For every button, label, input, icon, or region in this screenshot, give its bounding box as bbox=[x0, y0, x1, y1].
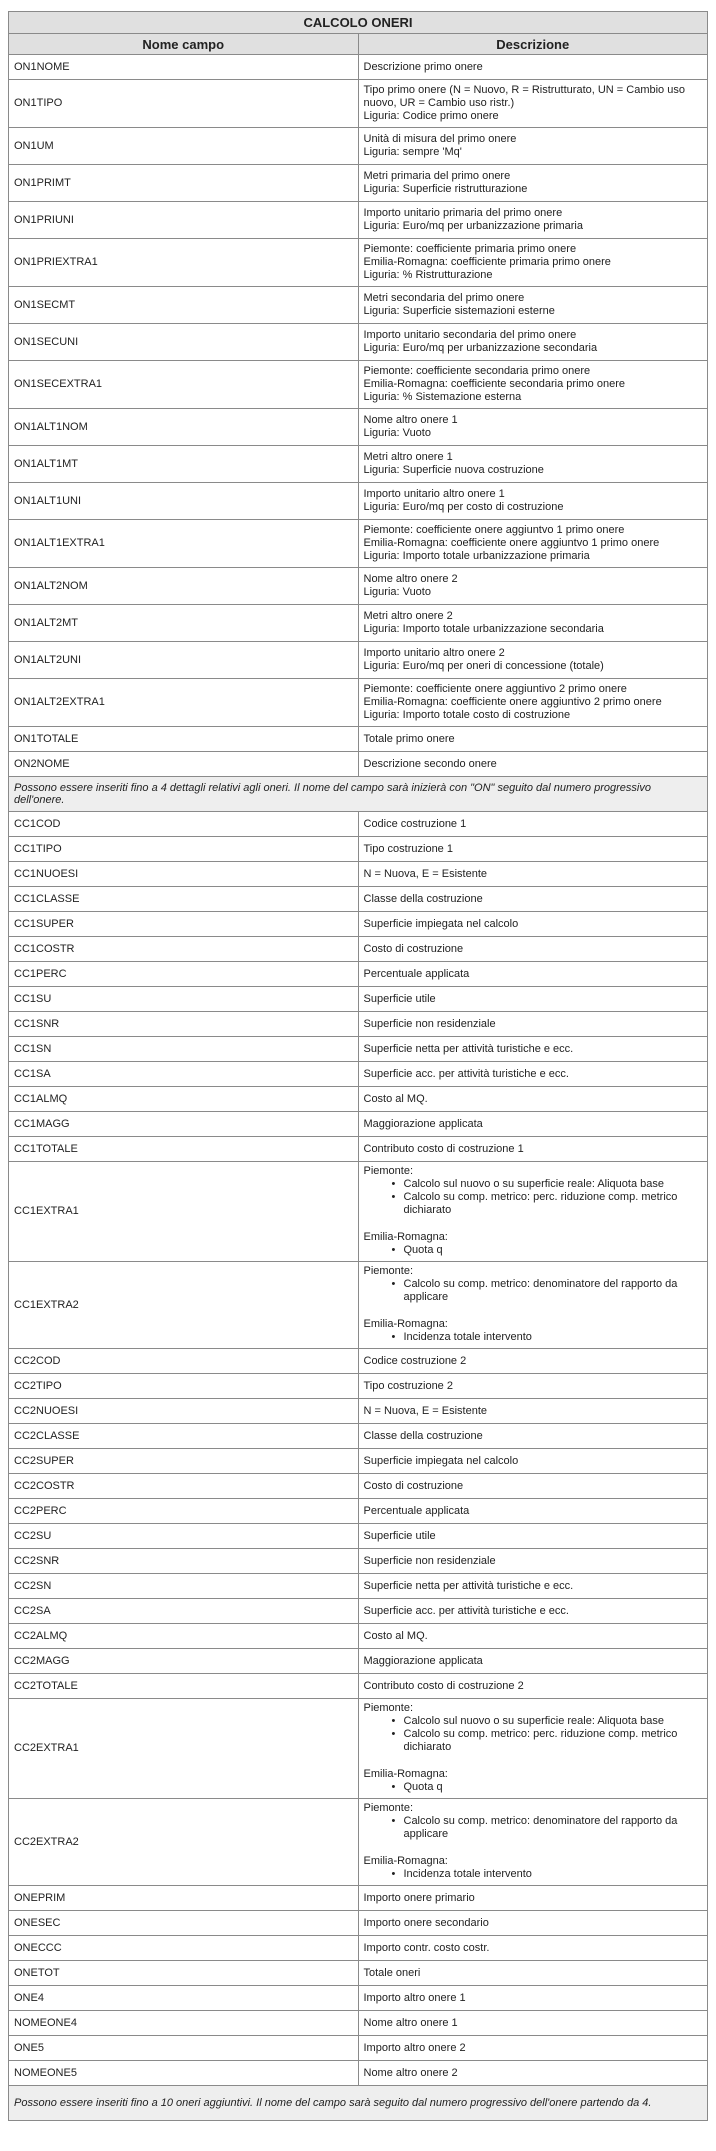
table-row bbox=[9, 80, 708, 128]
field-description bbox=[358, 409, 708, 446]
bullet-list bbox=[364, 1244, 703, 1257]
description-line: Superficie impiegata nel calcolo bbox=[363, 917, 519, 930]
field-name: ON1ALT1NOM bbox=[9, 409, 359, 446]
description-line: Metri primaria del primo onere bbox=[363, 170, 511, 182]
field-description bbox=[358, 1449, 708, 1474]
description-line: Descrizione secondo onere bbox=[363, 757, 497, 770]
region-label: Emilia-Romagna: bbox=[363, 1231, 448, 1243]
field-description bbox=[358, 1599, 708, 1624]
field-name: CC1SA bbox=[9, 1062, 359, 1087]
description-line: Importo onere primario bbox=[363, 1891, 475, 1904]
field-name: CC1CLASSE bbox=[9, 887, 359, 912]
table-row bbox=[9, 1399, 708, 1424]
field-description bbox=[358, 324, 708, 361]
table-row bbox=[9, 812, 708, 837]
field-description bbox=[358, 1499, 708, 1524]
table-row bbox=[9, 1674, 708, 1699]
field-description bbox=[358, 1137, 708, 1162]
field-name: ON1TIPO bbox=[9, 80, 359, 128]
bullet-list bbox=[364, 1331, 703, 1344]
field-name: CC1SUPER bbox=[9, 912, 359, 937]
description-line: Totale primo onere bbox=[363, 732, 455, 745]
field-description bbox=[358, 1374, 708, 1399]
description-line: Contributo costo di costruzione 1 bbox=[363, 1142, 524, 1155]
table-row bbox=[9, 1162, 708, 1262]
description-line: Liguria: % Ristrutturazione bbox=[363, 269, 493, 281]
description-line: Metri altro onere 1 bbox=[363, 451, 453, 463]
description-line: Codice costruzione 2 bbox=[363, 1354, 467, 1367]
description-line: Metri secondaria del primo onere bbox=[363, 292, 525, 304]
region-label: Emilia-Romagna: bbox=[363, 1318, 448, 1330]
bullet-item: • Incidenza totale intervento bbox=[404, 1331, 703, 1344]
table-body bbox=[9, 55, 708, 2121]
description-line: Superficie utile bbox=[363, 1529, 436, 1542]
page-content bbox=[8, 11, 708, 2121]
table-row bbox=[9, 1961, 708, 1986]
table-row bbox=[9, 752, 708, 777]
description-line: Descrizione primo onere bbox=[363, 60, 483, 73]
table-row bbox=[9, 862, 708, 887]
bullet-item: • Calcolo su comp. metrico: perc. riduzione comp. metrico dichiarato bbox=[404, 1728, 703, 1754]
table-row bbox=[9, 987, 708, 1012]
table-row bbox=[9, 1574, 708, 1599]
description-line: Liguria: Importo totale costo di costruzione bbox=[363, 709, 571, 721]
field-name: ON1TOTALE bbox=[9, 727, 359, 752]
field-name: ON1PRIEXTRA1 bbox=[9, 239, 359, 287]
field-description bbox=[358, 361, 708, 409]
field-name: CC2COSTR bbox=[9, 1474, 359, 1499]
field-description bbox=[358, 287, 708, 324]
field-description bbox=[358, 1424, 708, 1449]
field-name: ON1SECMT bbox=[9, 287, 359, 324]
description-line: Contributo costo di costruzione 2 bbox=[363, 1679, 524, 1692]
field-description bbox=[358, 1524, 708, 1549]
description-line: Percentuale applicata bbox=[363, 1504, 470, 1517]
description-line: Costo di costruzione bbox=[363, 942, 464, 955]
description-line: Nome altro onere 1 bbox=[363, 414, 458, 426]
description-line: Classe della costruzione bbox=[363, 892, 483, 905]
description-line: Liguria: Codice primo onere bbox=[363, 110, 499, 122]
table-row bbox=[9, 1262, 708, 1349]
table-row bbox=[9, 361, 708, 409]
region-label: Piemonte: bbox=[363, 1702, 414, 1714]
field-description bbox=[358, 837, 708, 862]
table-row bbox=[9, 1911, 708, 1936]
field-name: CC1SNR bbox=[9, 1012, 359, 1037]
field-description bbox=[358, 1112, 708, 1137]
field-name: CC1SN bbox=[9, 1037, 359, 1062]
table-row bbox=[9, 837, 708, 862]
table-row bbox=[9, 1012, 708, 1037]
table-row bbox=[9, 2036, 708, 2061]
field-description bbox=[358, 1549, 708, 1574]
field-name: ON1SECEXTRA1 bbox=[9, 361, 359, 409]
field-name: ONESEC bbox=[9, 1911, 359, 1936]
description-line: Piemonte: coefficiente onere aggiuntvo 1 primo onere bbox=[363, 524, 625, 536]
description-line: Superficie netta per attività turistiche e ecc. bbox=[363, 1579, 574, 1592]
bullet-list bbox=[364, 1815, 703, 1841]
description-line: Piemonte: coefficiente secondaria primo onere bbox=[363, 365, 591, 377]
field-description bbox=[358, 1012, 708, 1037]
table-row bbox=[9, 1349, 708, 1374]
field-description bbox=[358, 862, 708, 887]
field-name: CC2SN bbox=[9, 1574, 359, 1599]
column-header-description: Descrizione bbox=[358, 34, 708, 55]
note-text: Possono essere inseriti fino a 4 dettagli relativi agli oneri. Il nome del campo sarà inizierà con "ON" seguito dal numero progressivo dell'onere. bbox=[9, 777, 708, 812]
bullet-list bbox=[364, 1178, 703, 1217]
calcolo-oneri-table bbox=[8, 11, 708, 2121]
table-row bbox=[9, 1549, 708, 1574]
description-line: Superficie acc. per attività turistiche e ecc. bbox=[363, 1067, 569, 1080]
field-description bbox=[358, 812, 708, 837]
field-name: ONECCC bbox=[9, 1936, 359, 1961]
field-description bbox=[358, 165, 708, 202]
table-row bbox=[9, 2061, 708, 2086]
field-name: CC1EXTRA1 bbox=[9, 1162, 359, 1262]
field-name: ONE5 bbox=[9, 2036, 359, 2061]
description-line: Superficie acc. per attività turistiche e ecc. bbox=[363, 1604, 569, 1617]
table-row bbox=[9, 1649, 708, 1674]
description-line: Importo unitario altro onere 1 bbox=[363, 488, 505, 500]
field-name: ON1ALT2MT bbox=[9, 605, 359, 642]
field-name: CC1NUOESI bbox=[9, 862, 359, 887]
table-row bbox=[9, 446, 708, 483]
description-line: Costo al MQ. bbox=[363, 1629, 428, 1642]
field-description bbox=[358, 679, 708, 727]
field-name: CC2NUOESI bbox=[9, 1399, 359, 1424]
field-name: ON1UM bbox=[9, 128, 359, 165]
field-name: CC1MAGG bbox=[9, 1112, 359, 1137]
field-description bbox=[358, 1799, 708, 1886]
field-description bbox=[358, 520, 708, 568]
region-label: Emilia-Romagna: bbox=[363, 1768, 448, 1780]
table-row bbox=[9, 1062, 708, 1087]
bullet-list bbox=[364, 1868, 703, 1881]
field-description bbox=[358, 1961, 708, 1986]
table-row bbox=[9, 1524, 708, 1549]
table-row bbox=[9, 324, 708, 361]
table-row bbox=[9, 202, 708, 239]
table-row bbox=[9, 1424, 708, 1449]
note-row bbox=[9, 777, 708, 812]
field-name: CC1COD bbox=[9, 812, 359, 837]
column-header-name: Nome campo bbox=[9, 34, 359, 55]
table-row bbox=[9, 1037, 708, 1062]
field-description bbox=[358, 128, 708, 165]
description-line: Piemonte: coefficiente onere aggiuntivo 2 primo onere bbox=[363, 683, 627, 695]
field-name: ON1ALT1MT bbox=[9, 446, 359, 483]
description-line: Superficie non residenziale bbox=[363, 1017, 496, 1030]
table-row bbox=[9, 409, 708, 446]
field-name: ON1ALT1UNI bbox=[9, 483, 359, 520]
region-label: Piemonte: bbox=[363, 1265, 414, 1277]
description-line: Piemonte: coefficiente primaria primo onere bbox=[363, 243, 577, 255]
description-line: Costo al MQ. bbox=[363, 1092, 428, 1105]
field-name: CC1EXTRA2 bbox=[9, 1262, 359, 1349]
field-description bbox=[358, 1574, 708, 1599]
field-name: CC1COSTR bbox=[9, 937, 359, 962]
field-description bbox=[358, 446, 708, 483]
table-row bbox=[9, 962, 708, 987]
table-row bbox=[9, 912, 708, 937]
field-name: CC2EXTRA1 bbox=[9, 1699, 359, 1799]
field-description bbox=[358, 1399, 708, 1424]
description-line: Liguria: Euro/mq per oneri di concessione (totale) bbox=[363, 660, 604, 672]
field-name: ON1ALT2UNI bbox=[9, 642, 359, 679]
table-row bbox=[9, 239, 708, 287]
table-row bbox=[9, 165, 708, 202]
table-row bbox=[9, 679, 708, 727]
description-line: Liguria: Importo totale urbanizzazione secondaria bbox=[363, 623, 604, 635]
description-line: Maggiorazione applicata bbox=[363, 1117, 483, 1130]
field-description bbox=[358, 912, 708, 937]
description-line: Importo unitario primaria del primo onere bbox=[363, 207, 563, 219]
description-line: Nome altro onere 2 bbox=[363, 2066, 458, 2079]
field-name: CC1SU bbox=[9, 987, 359, 1012]
bullet-item: • Incidenza totale intervento bbox=[404, 1868, 703, 1881]
field-name: ON1SECUNI bbox=[9, 324, 359, 361]
field-description bbox=[358, 1262, 708, 1349]
description-line: Liguria: Superficie nuova costruzione bbox=[363, 464, 544, 476]
field-name: ON2NOME bbox=[9, 752, 359, 777]
description-line: Liguria: Vuoto bbox=[363, 586, 431, 598]
table-row bbox=[9, 1374, 708, 1399]
bullet-list bbox=[364, 1278, 703, 1304]
description-line: Classe della costruzione bbox=[363, 1429, 483, 1442]
description-line: Importo onere secondario bbox=[363, 1916, 489, 1929]
description-line: N = Nuova, E = Esistente bbox=[363, 1404, 488, 1417]
description-line: Emilia-Romagna: coefficiente onere aggiuntivo 2 primo onere bbox=[363, 696, 662, 708]
description-line: Percentuale applicata bbox=[363, 967, 470, 980]
table-row bbox=[9, 55, 708, 80]
table-row bbox=[9, 1087, 708, 1112]
description-line: Importo altro onere 1 bbox=[363, 1991, 466, 2004]
bullet-item: • Calcolo su comp. metrico: perc. riduzione comp. metrico dichiarato bbox=[404, 1191, 703, 1217]
description-line: Liguria: Euro/mq per costo di costruzione bbox=[363, 501, 564, 513]
field-description bbox=[358, 605, 708, 642]
table-row bbox=[9, 1449, 708, 1474]
field-name: ON1NOME bbox=[9, 55, 359, 80]
table-row bbox=[9, 1137, 708, 1162]
field-name: CC2MAGG bbox=[9, 1649, 359, 1674]
table-row bbox=[9, 1986, 708, 2011]
table-title: CALCOLO ONERI bbox=[9, 12, 708, 34]
field-name: ON1ALT1EXTRA1 bbox=[9, 520, 359, 568]
field-name: ON1PRIUNI bbox=[9, 202, 359, 239]
field-name: NOMEONE4 bbox=[9, 2011, 359, 2036]
description-line: Tipo costruzione 1 bbox=[363, 842, 453, 855]
description-line: Importo unitario altro onere 2 bbox=[363, 647, 505, 659]
field-name: ONETOT bbox=[9, 1961, 359, 1986]
field-description bbox=[358, 987, 708, 1012]
table-row bbox=[9, 520, 708, 568]
field-description bbox=[358, 887, 708, 912]
field-name: NOMEONE5 bbox=[9, 2061, 359, 2086]
table-row bbox=[9, 128, 708, 165]
description-line: Importo unitario secondaria del primo onere bbox=[363, 329, 577, 341]
description-line: Metri altro onere 2 bbox=[363, 610, 453, 622]
field-description bbox=[358, 937, 708, 962]
field-name: CC2SNR bbox=[9, 1549, 359, 1574]
description-line: Totale oneri bbox=[363, 1966, 421, 1979]
field-name: CC2SA bbox=[9, 1599, 359, 1624]
field-description bbox=[358, 239, 708, 287]
table-row bbox=[9, 1886, 708, 1911]
table-row bbox=[9, 1599, 708, 1624]
field-description bbox=[358, 1087, 708, 1112]
field-description bbox=[358, 1474, 708, 1499]
field-description bbox=[358, 202, 708, 239]
field-description bbox=[358, 568, 708, 605]
field-description bbox=[358, 642, 708, 679]
field-name: CC2TOTALE bbox=[9, 1674, 359, 1699]
table-row bbox=[9, 1112, 708, 1137]
description-line: Superficie impiegata nel calcolo bbox=[363, 1454, 519, 1467]
field-description bbox=[358, 1649, 708, 1674]
description-line: Superficie netta per attività turistiche e ecc. bbox=[363, 1042, 574, 1055]
field-description bbox=[358, 2036, 708, 2061]
bullet-list bbox=[364, 1781, 703, 1794]
description-line: Emilia-Romagna: coefficiente primaria primo onere bbox=[363, 256, 611, 268]
field-name: ON1ALT2EXTRA1 bbox=[9, 679, 359, 727]
field-name: CC2SU bbox=[9, 1524, 359, 1549]
description-line: N = Nuova, E = Esistente bbox=[363, 867, 488, 880]
field-description bbox=[358, 1062, 708, 1087]
description-line: Emilia-Romagna: coefficiente onere aggiuntvo 1 primo onere bbox=[363, 537, 660, 549]
bullet-item: • Quota q bbox=[404, 1781, 703, 1794]
field-description bbox=[358, 55, 708, 80]
description-line: Liguria: Euro/mq per urbanizzazione secondaria bbox=[363, 342, 598, 354]
description-line: Costo di costruzione bbox=[363, 1479, 464, 1492]
table-row bbox=[9, 1799, 708, 1886]
description-line: Liguria: Superficie sistemazioni esterne bbox=[363, 305, 555, 317]
description-line: Importo altro onere 2 bbox=[363, 2041, 466, 2054]
description-line: Maggiorazione applicata bbox=[363, 1654, 483, 1667]
field-description bbox=[358, 1986, 708, 2011]
field-description bbox=[358, 80, 708, 128]
field-name: CC2EXTRA2 bbox=[9, 1799, 359, 1886]
field-description bbox=[358, 1886, 708, 1911]
field-name: CC2TIPO bbox=[9, 1374, 359, 1399]
description-line: Nome altro onere 1 bbox=[363, 2016, 458, 2029]
field-description bbox=[358, 1911, 708, 1936]
bullet-item: • Calcolo su comp. metrico: denominatore del rapporto da applicare bbox=[404, 1278, 703, 1304]
description-line: Liguria: Euro/mq per urbanizzazione primaria bbox=[363, 220, 583, 232]
field-name: ONE4 bbox=[9, 1986, 359, 2011]
table-row bbox=[9, 1624, 708, 1649]
field-description bbox=[358, 1674, 708, 1699]
bullet-item: • Quota q bbox=[404, 1244, 703, 1257]
description-line: Tipo costruzione 2 bbox=[363, 1379, 453, 1392]
description-line: Codice costruzione 1 bbox=[363, 817, 467, 830]
description-line: Liguria: Vuoto bbox=[363, 427, 431, 439]
table-row bbox=[9, 568, 708, 605]
description-line: Emilia-Romagna: coefficiente secondaria primo onere bbox=[363, 378, 625, 390]
field-description bbox=[358, 752, 708, 777]
field-description bbox=[358, 1162, 708, 1262]
field-description bbox=[358, 1349, 708, 1374]
table-row bbox=[9, 605, 708, 642]
description-line: Unità di misura del primo onere bbox=[363, 133, 517, 145]
bullet-item: • Calcolo su comp. metrico: denominatore del rapporto da applicare bbox=[404, 1815, 703, 1841]
field-description bbox=[358, 483, 708, 520]
table-row bbox=[9, 483, 708, 520]
field-name: ON1PRIMT bbox=[9, 165, 359, 202]
table-row bbox=[9, 1699, 708, 1799]
field-name: CC2SUPER bbox=[9, 1449, 359, 1474]
description-line: Liguria: sempre 'Mq' bbox=[363, 146, 462, 158]
description-line: Superficie utile bbox=[363, 992, 436, 1005]
bullet-list bbox=[364, 1715, 703, 1754]
table-row bbox=[9, 1474, 708, 1499]
table-row bbox=[9, 1936, 708, 1961]
description-line: Nome altro onere 2 bbox=[363, 573, 458, 585]
table-row bbox=[9, 287, 708, 324]
field-name: CC1ALMQ bbox=[9, 1087, 359, 1112]
region-label: Piemonte: bbox=[363, 1802, 414, 1814]
field-description bbox=[358, 2061, 708, 2086]
field-name: ONEPRIM bbox=[9, 1886, 359, 1911]
note-text: Possono essere inseriti fino a 10 oneri aggiuntivi. Il nome del campo sarà seguito dal numero progressivo dell'onere partendo da 4. bbox=[9, 2086, 708, 2121]
field-name: CC1TOTALE bbox=[9, 1137, 359, 1162]
bullet-item: • Calcolo sul nuovo o su superficie reale: Aliquota base bbox=[404, 1715, 703, 1728]
field-name: CC2ALMQ bbox=[9, 1624, 359, 1649]
table-row bbox=[9, 937, 708, 962]
region-label: Piemonte: bbox=[363, 1165, 414, 1177]
table-row bbox=[9, 1499, 708, 1524]
field-description bbox=[358, 1624, 708, 1649]
description-line: Tipo primo onere (N = Nuovo, R = Ristrutturato, UN = Cambio uso nuovo, UR = Cambio uso ristr.) bbox=[363, 84, 685, 109]
field-description bbox=[358, 2011, 708, 2036]
field-description bbox=[358, 1037, 708, 1062]
field-description bbox=[358, 1699, 708, 1799]
table-row bbox=[9, 727, 708, 752]
table-row bbox=[9, 887, 708, 912]
field-description bbox=[358, 962, 708, 987]
field-name: ON1ALT2NOM bbox=[9, 568, 359, 605]
field-name: CC2PERC bbox=[9, 1499, 359, 1524]
field-name: CC2COD bbox=[9, 1349, 359, 1374]
bullet-item: • Calcolo sul nuovo o su superficie reale: Aliquota base bbox=[404, 1178, 703, 1191]
field-name: CC2CLASSE bbox=[9, 1424, 359, 1449]
field-name: CC1PERC bbox=[9, 962, 359, 987]
region-label: Emilia-Romagna: bbox=[363, 1855, 448, 1867]
description-line: Liguria: Importo totale urbanizzazione primaria bbox=[363, 550, 590, 562]
field-name: CC1TIPO bbox=[9, 837, 359, 862]
description-line: Liguria: % Sistemazione esterna bbox=[363, 391, 522, 403]
description-line: Superficie non residenziale bbox=[363, 1554, 496, 1567]
field-description bbox=[358, 1936, 708, 1961]
table-row bbox=[9, 642, 708, 679]
note-row bbox=[9, 2086, 708, 2121]
table-row bbox=[9, 2011, 708, 2036]
description-line: Liguria: Superficie ristrutturazione bbox=[363, 183, 528, 195]
field-description bbox=[358, 727, 708, 752]
description-line: Importo contr. costo costr. bbox=[363, 1941, 490, 1954]
